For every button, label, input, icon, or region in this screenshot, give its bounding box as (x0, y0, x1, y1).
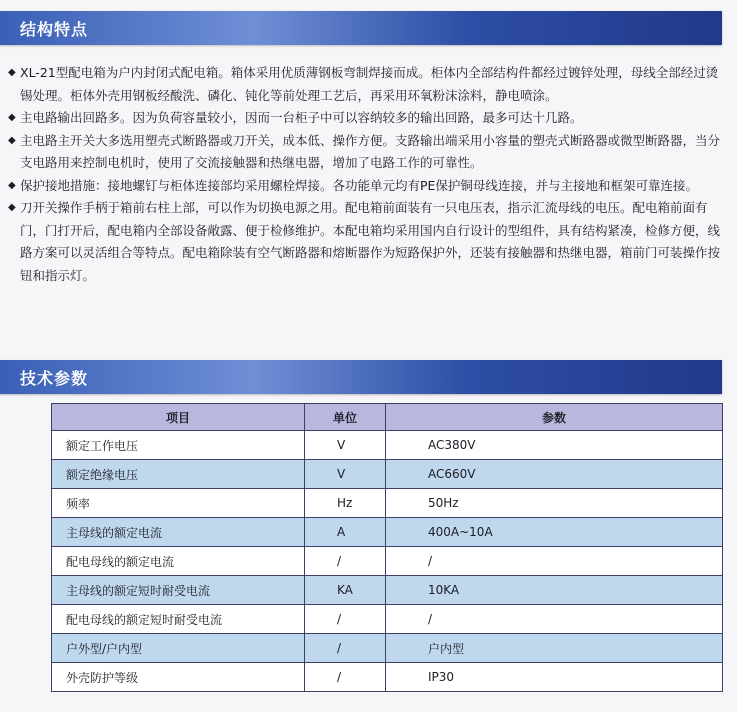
feature-item (8, 107, 720, 130)
spec-table (51, 403, 723, 692)
header-param: 参数 (386, 404, 723, 431)
section-header-specs (0, 360, 722, 394)
section-header-structure (0, 11, 722, 45)
feature-text: 刀开关操作手柄于箱前右柱上部，可以作为切换电源之用。配电箱前面装有一只电压表，指示汇流母线的电压。配电箱前面有门，门打开后，配电箱内全部设备敞露、便于检修维护。本配电箱均采用国内自行设计的型组件，具有结构紧凑，检修方便，线路方案可以灵活组合等特点。配电箱除装有空气断路器和熔断器作为短路保护外，还装有接触器和热继电器，箱前门可装操作按钮和指示灯。 (20, 200, 721, 283)
feature-text: 保护接地措施：接地螺钉与柜体连接部均采用螺栓焊接。各功能单元均有PE保护铜母线连接，并与主接地和框架可靠连接。 (20, 177, 698, 193)
cell-param: IP30 (386, 663, 723, 692)
feature-item (8, 197, 720, 287)
feature-text: 主电路输出回路多。因为负荷容量较小，因而一台柜子中可以容纳较多的输出回路，最多可达十几路。 (20, 110, 583, 125)
bullet-icon: ◆ (8, 202, 16, 213)
header-item: 项目 (52, 404, 305, 431)
cell-unit: Hz (305, 489, 386, 518)
bullet-icon: ◆ (8, 112, 16, 123)
table-row (52, 518, 723, 547)
cell-item: 额定绝缘电压 (52, 460, 305, 489)
bullet-icon: ◆ (8, 134, 16, 146)
cell-unit: / (305, 663, 386, 692)
cell-param: 10KA (386, 576, 723, 605)
section-title-structure: 结构特点 (20, 20, 89, 39)
table-row (52, 431, 723, 460)
cell-param: 50Hz (386, 489, 723, 518)
header-unit: 单位 (305, 404, 386, 431)
table-row (52, 489, 723, 518)
feature-text: 主电路主开关大多选用塑壳式断路器或刀开关，成本低、操作方便。支路输出端采用小容量的塑壳式断路器或微型断路器，当分支电路用来控制电机时，使用了交流接触器和热继电器，增加了电路工作的可靠性。 (20, 132, 721, 170)
cell-unit: V (305, 460, 386, 489)
cell-unit: / (305, 547, 386, 576)
cell-param: 户内型 (386, 634, 723, 663)
cell-param: / (386, 605, 723, 634)
cell-unit: / (305, 634, 386, 663)
cell-unit: A (305, 518, 386, 547)
feature-item (8, 130, 720, 175)
cell-item: 户外型/户内型 (52, 634, 305, 663)
table-row (52, 605, 723, 634)
cell-item: 外壳防护等级 (52, 663, 305, 692)
table-row (52, 576, 723, 605)
cell-item: 主母线的额定电流 (52, 518, 305, 547)
cell-item: 配电母线的额定电流 (52, 547, 305, 576)
cell-unit: KA (305, 576, 386, 605)
table-header-row (52, 404, 723, 431)
cell-item: 额定工作电压 (52, 431, 305, 460)
cell-item: 配电母线的额定短时耐受电流 (52, 605, 305, 634)
bullet-icon: ◆ (8, 67, 16, 78)
cell-item: 频率 (52, 489, 305, 518)
feature-item (8, 175, 720, 198)
feature-text: XL-21型配电箱为户内封闭式配电箱。箱体采用优质薄钢板弯制焊接而成。柜体内全部结构件都经过镀锌处理，母线全部经过烫锡处理。柜体外壳用钢板经酸洗、磷化、钝化等前处理工艺后，再采用环氧粉沫涂料，静电喷涂。 (20, 65, 719, 103)
table-row (52, 547, 723, 576)
section-title-specs: 技术参数 (20, 369, 89, 388)
feature-list (8, 62, 720, 287)
table-row (52, 663, 723, 692)
table-row (52, 460, 723, 489)
cell-item: 主母线的额定短时耐受电流 (52, 576, 305, 605)
cell-param: / (386, 547, 723, 576)
cell-param: AC380V (386, 431, 723, 460)
cell-param: 400A~10A (386, 518, 723, 547)
bullet-icon: ◆ (8, 179, 16, 191)
cell-param: AC660V (386, 460, 723, 489)
cell-unit: / (305, 605, 386, 634)
cell-unit: V (305, 431, 386, 460)
feature-item (8, 62, 720, 107)
table-row (52, 634, 723, 663)
